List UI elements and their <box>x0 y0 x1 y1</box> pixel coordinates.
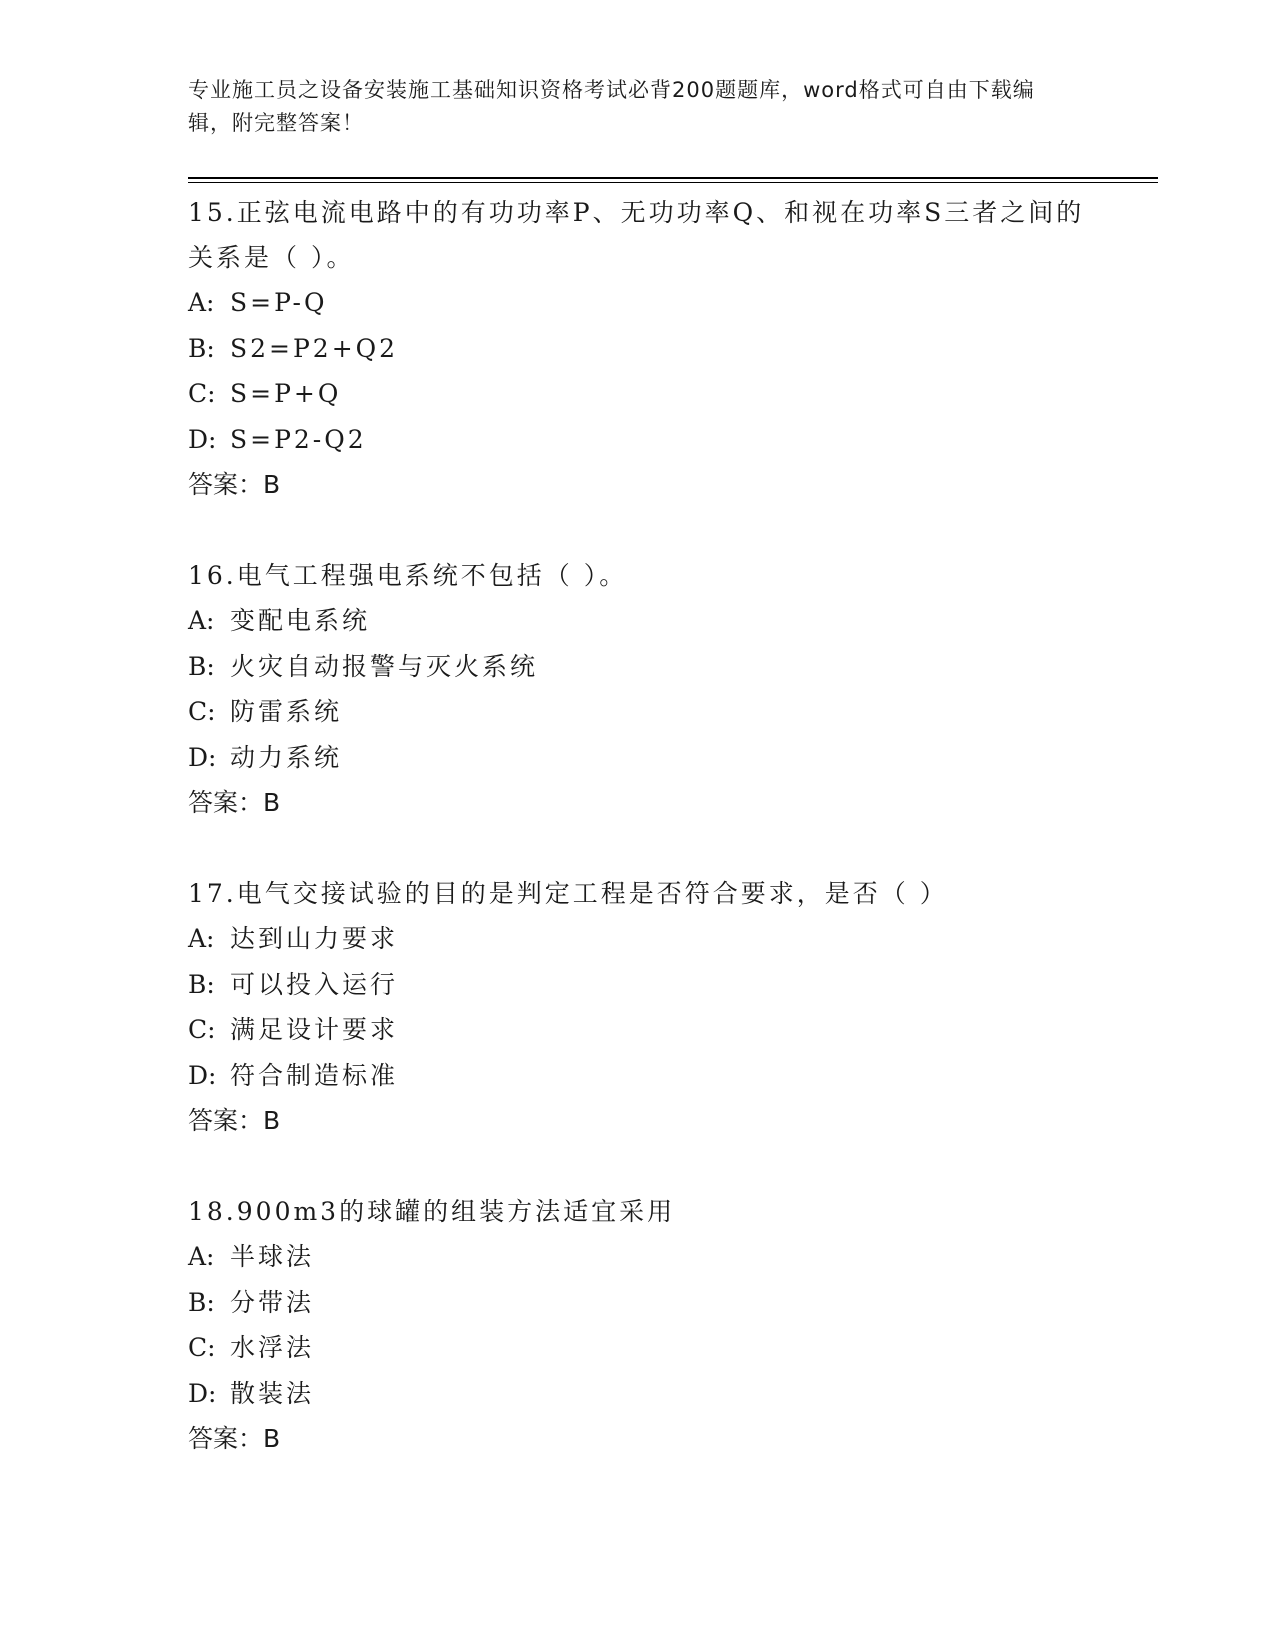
option-letter: C: <box>188 697 216 726</box>
option-text: 变配电系统 <box>230 606 371 635</box>
option-a <box>188 280 1088 326</box>
option-letter: A: <box>188 1242 215 1271</box>
question-stem: 15.正弦电流电路中的有功功率P、无功功率Q、和视在功率S三者之间的关系是（ ）。 <box>188 198 1085 272</box>
answer-label: 答案：B <box>188 1106 281 1135</box>
answer-label: 答案：B <box>188 470 281 499</box>
option-d <box>188 417 1088 463</box>
option-a <box>188 916 1088 962</box>
option-b <box>188 962 1088 1008</box>
option-text: 符合制造标准 <box>230 1060 399 1090</box>
option-letter: C: <box>188 1015 216 1044</box>
question-stem: 17.电气交接试验的目的是判定工程是否符合要求，是否（ ） <box>188 879 948 908</box>
answer-label: 答案：B <box>188 1424 281 1453</box>
option-text: S=P2-Q2 <box>230 424 367 454</box>
header-divider-thick <box>188 177 1158 179</box>
option-letter: A: <box>188 606 215 635</box>
option-letter: D: <box>188 742 217 772</box>
document-header: 专业施工员之设备安装施工基础知识资格考试必背200题题库，word格式可自由下载编辑，附完整答案！ <box>188 78 1035 135</box>
question-16 <box>188 553 1088 825</box>
option-d <box>188 1053 1088 1099</box>
option-c <box>188 689 1088 735</box>
option-letter: D: <box>188 1060 217 1090</box>
option-text: 达到山力要求 <box>230 924 399 953</box>
option-letter: C: <box>188 379 216 408</box>
option-c <box>188 1007 1088 1053</box>
option-b <box>188 326 1088 372</box>
option-text: 动力系统 <box>230 742 343 772</box>
option-text: 火灾自动报警与灭火系统 <box>230 651 539 681</box>
option-letter: B: <box>188 333 215 363</box>
option-text: S=P-Q <box>230 288 328 317</box>
option-text: 防雷系统 <box>230 697 343 726</box>
option-text: S=P+Q <box>230 379 342 408</box>
option-letter: A: <box>188 924 215 953</box>
option-text: 散装法 <box>230 1378 315 1408</box>
option-b <box>188 1280 1088 1326</box>
option-text: 满足设计要求 <box>230 1015 399 1044</box>
option-letter: B: <box>188 651 215 681</box>
option-letter: A: <box>188 288 215 317</box>
question-stem: 18.900m3的球罐的组装方法适宜采用 <box>188 1197 676 1226</box>
option-text: 水浮法 <box>230 1333 315 1362</box>
option-d <box>188 735 1088 781</box>
option-a <box>188 598 1088 644</box>
question-17 <box>188 871 1088 1143</box>
answer-label: 答案：B <box>188 788 281 817</box>
option-letter: D: <box>188 1378 217 1408</box>
question-list <box>188 190 1088 1507</box>
option-c <box>188 1325 1088 1371</box>
option-letter: D: <box>188 424 217 454</box>
option-text: 半球法 <box>230 1242 315 1271</box>
header-divider-thin <box>188 182 1158 183</box>
question-15 <box>188 190 1088 507</box>
option-letter: B: <box>188 969 215 999</box>
option-text: 分带法 <box>230 1287 315 1317</box>
option-c <box>188 371 1088 417</box>
option-letter: B: <box>188 1287 215 1317</box>
question-18 <box>188 1189 1088 1461</box>
option-a <box>188 1234 1088 1280</box>
question-stem: 16.电气工程强电系统不包括（ ）。 <box>188 561 628 590</box>
option-b <box>188 644 1088 690</box>
option-d <box>188 1371 1088 1417</box>
option-text: S2=P2+Q2 <box>230 333 399 363</box>
option-text: 可以投入运行 <box>230 969 399 999</box>
option-letter: C: <box>188 1333 216 1362</box>
